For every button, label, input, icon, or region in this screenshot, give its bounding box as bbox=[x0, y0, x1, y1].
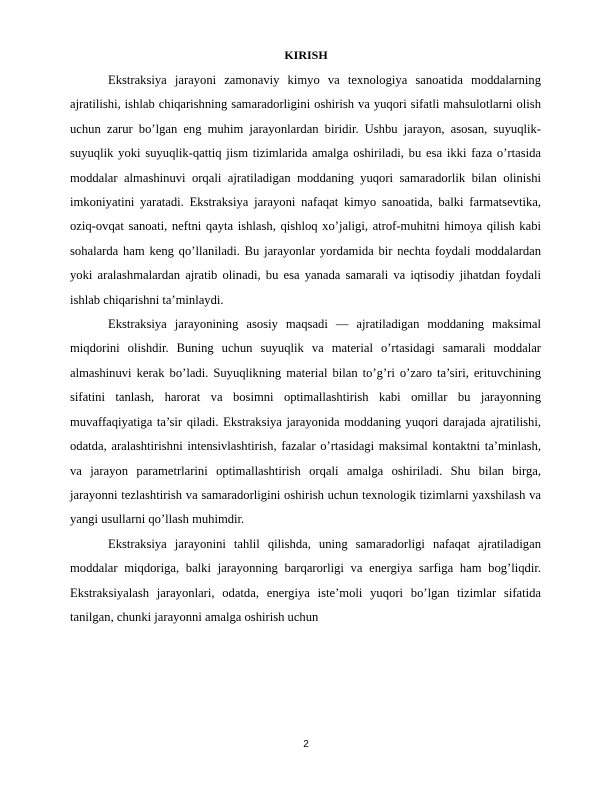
page-number: 2 bbox=[303, 739, 309, 750]
section-heading: KIRISH bbox=[284, 48, 328, 62]
paragraph-intro: Ekstraksiya jarayoni zamonaviy kimyo va texnologiya sanoatida moddalarning ajratilishi, ishlab chiqarishning samaradorligini oshirish va yuqori sifatli mahsulotlarni olish uchun zarur bo’lgan eng muhim jarayonlardan biridir. Ushbu jarayon, asosan, suyuqlik-suyuqlik yoki suyuqlik-qattiq jism tizimlarida amalga oshiriladi, bu esa ikki faza o’rtasida moddalar almashinuvi orqali ajratiladigan moddaning yuqori samaradorlik bilan olinishi imkoniyatini yaratadi. Ekstraksiya jarayoni nafaqat kimyo sanoatida, balki farmatsevtika, oziq-ovqat sanoati, neftni qayta ishlash, qishloq xo’jaligi, atrof-muhitni himoya qilish kabi sohalarda ham keng qo’llaniladi. Bu jarayonlar yordamida bir nechta foydali moddalardan yoki aralashmalardan ajratib olinadi, bu esa yanada samarali va iqtisodiy jihatdan foydali ishlab chiqarishni ta’minlaydi. bbox=[70, 73, 541, 307]
paragraph-purpose: Ekstraksiya jarayonining asosiy maqsadi — ajratiladigan moddaning maksimal miqdorini olishdir. Buning uchun suyuqlik va material o’rtasidagi samarali moddalar almashinuvi kerak bo’ladi. Suyuqlikning material bilan to’g’ri o’zaro ta’siri, erituvchining sifatini tanlash, harorat va bosimni optimallashtirish kabi omillar bu jarayonning muvaffaqiyatiga ta’sir qiladi. Ekstraksiya jarayonida moddaning yuqori darajada ajratilishi, odatda, aralashtirishni intensivlashtirish, fazalar o’rtasidagi maksimal kontaktni ta’minlash, va jarayon parametrlarini optimallashtirish orqali amalga oshiriladi. Shu bilan birga, jarayonni tezlashtirish va samaradorligini oshirish uchun texnologik tizimlarni yaxshilash va yangi usullarni qo’llash muhimdir. bbox=[70, 317, 541, 527]
body-text bbox=[70, 68, 541, 629]
paragraph-analysis: Ekstraksiya jarayonini tahlil qilishda, uning samaradorligi nafaqat ajratiladigan moddalar miqdoriga, balki jarayonning barqarorligi va energiya sarfiga ham bog’liqdir. Ekstraksiyalash jarayonlari, odatda, energiya iste’moli yuqori bo’lgan tizimlar sifatida tanilgan, chunki jarayonni amalga oshirish uchun bbox=[70, 536, 541, 624]
